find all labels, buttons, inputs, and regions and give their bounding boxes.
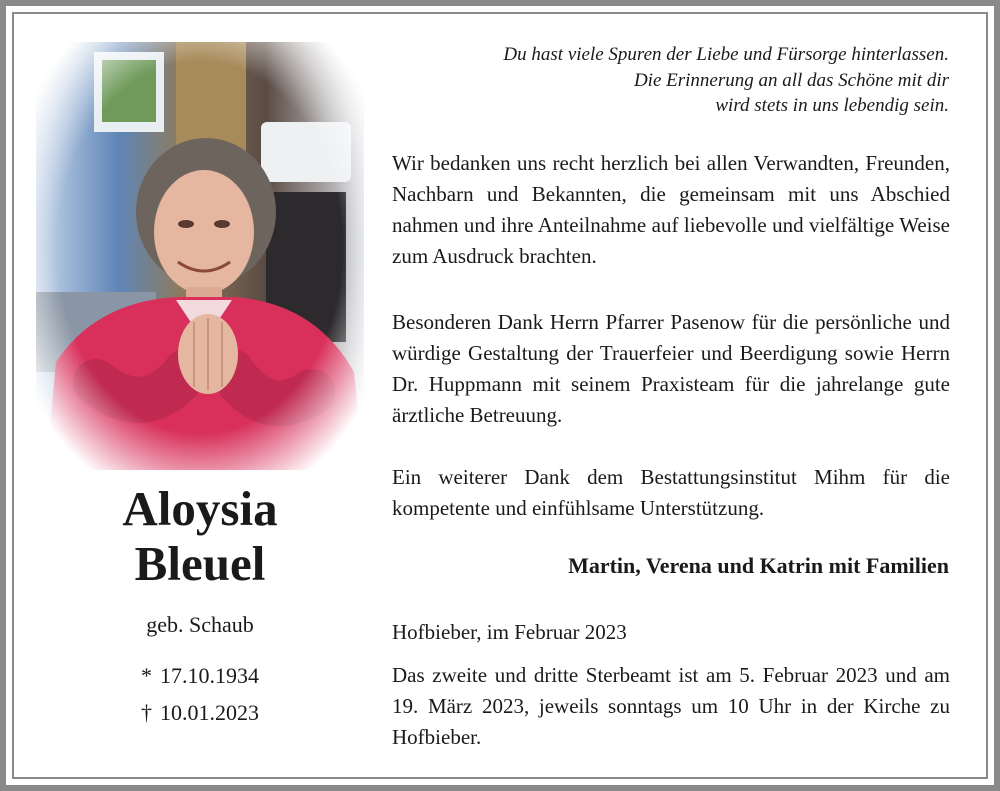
birth-star-icon: * — [141, 663, 152, 688]
death-date-line — [36, 700, 364, 726]
deceased-last-name: Bleuel — [134, 536, 266, 591]
quote-line-1: Du hast viele Spuren der Liebe und Fürsorge hinterlassen. — [503, 44, 949, 65]
deceased-first-name: Aloysia — [122, 481, 278, 536]
services-paragraph: Das zweite und dritte Sterbeamt ist am 5. Februar 2023 und am 19. März 2023, jeweils sonntags um 10 Uhr in der Kirche zu Hofbieber. — [392, 663, 950, 749]
quote-line-3: wird stets in uns lebendig sein. — [715, 95, 949, 116]
place-and-date: Hofbieber, im Februar 2023 — [392, 620, 627, 644]
portrait-photo — [36, 42, 364, 470]
thanks-special-paragraph: Besonderen Dank Herrn Pfarrer Pasenow für die persönliche und würdige Gestaltung der Trauerfeier und Beerdigung sowie Herrn Dr. Huppmann mit seinem Praxisteam für die jahrelange gute ärztliche Betreuung. — [392, 310, 950, 427]
death-date: 10.01.2023 — [160, 700, 259, 725]
family-signature: Martin, Verena und Katrin mit Familien — [568, 553, 949, 578]
birth-date-line — [36, 663, 364, 689]
maiden-name: geb. Schaub — [146, 612, 254, 637]
thanks-funeral-home-paragraph: Ein weiterer Dank dem Bestattungsinstitut Mihm für die kompetente und einfühlsame Unterstützung. — [392, 465, 950, 520]
quote-line-2: Die Erinnerung an all das Schöne mit dir — [633, 69, 949, 91]
death-cross-icon: † — [141, 700, 152, 725]
memorial-quote — [369, 42, 949, 119]
thanks-general-paragraph: Wir bedanken uns recht herzlich bei allen Verwandten, Freunden, Nachbarn und Bekannten, die gemeinsam mit uns Abschied nahmen und ihre Anteilnahme auf liebevolle und vielfältige Weise zum Ausdruck brachten. — [392, 151, 950, 268]
birth-date: 17.10.1934 — [160, 663, 259, 688]
